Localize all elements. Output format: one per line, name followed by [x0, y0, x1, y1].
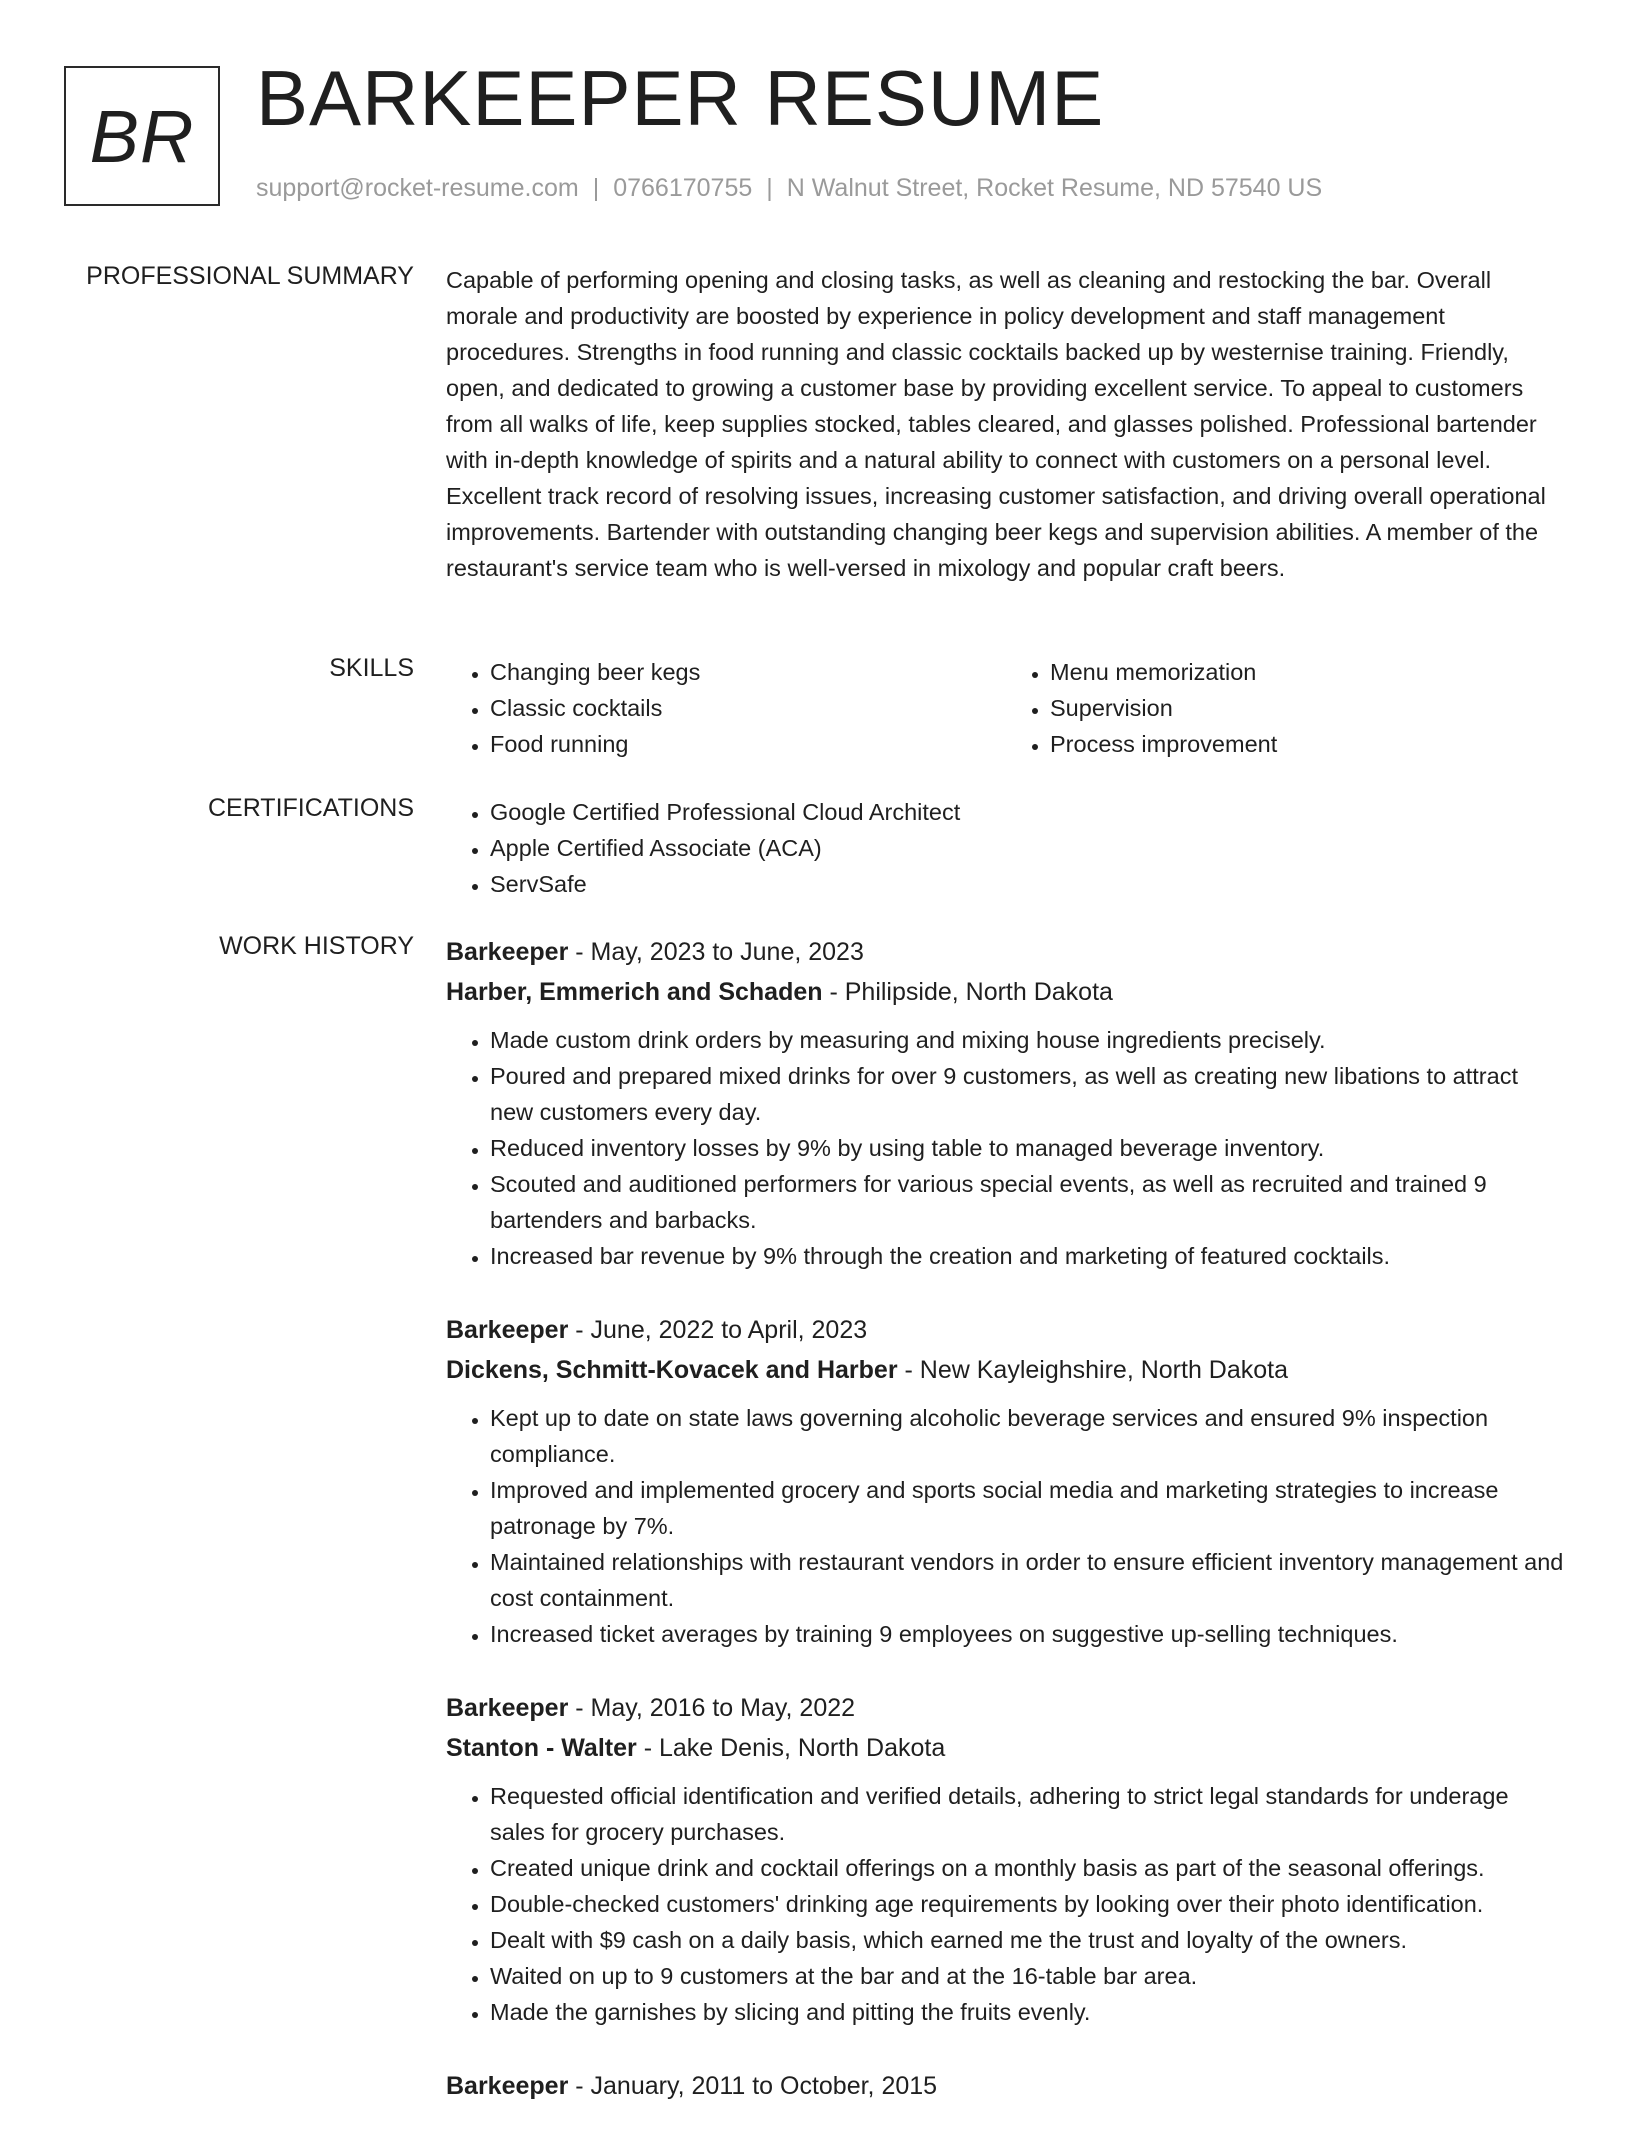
skill-item: • Food running	[490, 726, 1006, 762]
job-entry	[446, 1310, 1566, 1652]
job-bullet: • Maintained relationships with restaurant vendors in order to ensure efficient inventory management and cost containment.	[490, 1544, 1566, 1616]
job-bullet: • Made the garnishes by slicing and pitting the fruits evenly.	[490, 1994, 1566, 2030]
job-bullets	[446, 1022, 1566, 1274]
job-bullet: • Increased bar revenue by 9% through the creation and marketing of featured cocktails.	[490, 1238, 1566, 1274]
job-dates: - May, 2023 to June, 2023	[568, 938, 864, 966]
job-bullets	[446, 1400, 1566, 1652]
page-title: BARKEEPER RESUME	[256, 54, 1105, 142]
job-location: - Philipside, North Dakota	[822, 978, 1113, 1006]
job-bullet: • Kept up to date on state laws governing alcoholic beverage services and ensured 9% inspection compliance.	[490, 1400, 1566, 1472]
contact-separator: |	[592, 174, 600, 202]
job-location: - New Kayleighshire, North Dakota	[897, 1356, 1289, 1384]
job-bullets	[446, 1778, 1566, 2030]
job-dates: - June, 2022 to April, 2023	[568, 1316, 868, 1344]
job-bullet: • Poured and prepared mixed drinks for over 9 customers, as well as creating new libations to attract new customers every day.	[490, 1058, 1566, 1130]
skill-item: • Changing beer kegs	[490, 654, 1006, 690]
certification-item: • Apple Certified Associate (ACA)	[490, 830, 1566, 866]
job-title: Barkeeper	[446, 938, 569, 966]
job-bullet: • Scouted and auditioned performers for various special events, as well as recruited and trained 9 bartenders and barbacks.	[490, 1166, 1566, 1238]
summary-body	[446, 262, 1566, 586]
section-label-work-history: WORK HISTORY	[219, 932, 414, 960]
job-company-line	[446, 1350, 1566, 1390]
job-title-line	[446, 1688, 1566, 1728]
skills-column-right	[1006, 654, 1566, 762]
contact-separator: |	[766, 174, 773, 202]
skill-item: • Supervision	[1050, 690, 1566, 726]
job-company: Stanton - Walter	[446, 1734, 637, 1762]
skill-item: • Menu memorization	[1050, 654, 1566, 690]
skills-list	[446, 654, 1566, 762]
job-bullet: • Dealt with $9 cash on a daily basis, which earned me the trust and loyalty of the owners.	[490, 1922, 1566, 1958]
job-title-line	[446, 932, 1566, 972]
work-history-body	[446, 932, 1566, 2142]
job-bullet: • Improved and implemented grocery and sports social media and marketing strategies to increase patronage by 7%.	[490, 1472, 1566, 1544]
summary-text: Capable of performing opening and closing tasks, as well as cleaning and restocking the bar. Overall morale and productivity are boosted by experience in policy development and staff management procedures. Strengths in food running and classic cocktails backed up by westernise training. Friendly, open, and dedicated to growing a customer base by providing excellent service. To appeal to customers from all walks of life, keep supplies stocked, tables cleared, and glasses polished. Professional bartender with in-depth knowledge of spirits and a natural ability to connect with customers on a personal level. Excellent track record of resolving issues, increasing customer satisfaction, and driving overall operational improvements. Bartender with outstanding changing beer kegs and supervision abilities. A member of the restaurant's service team who is well-versed in mixology and popular craft beers.	[446, 267, 1546, 581]
job-title: Barkeeper	[446, 1316, 569, 1344]
job-title-line	[446, 1310, 1566, 1350]
section-label-summary: PROFESSIONAL SUMMARY	[86, 262, 414, 290]
job-bullet: • Waited on up to 9 customers at the bar and at the 16-table bar area.	[490, 1958, 1566, 1994]
job-company-line	[446, 1728, 1566, 1768]
job-location: - Lake Denis, North Dakota	[636, 1734, 946, 1762]
job-bullet: • Requested official identification and verified details, adhering to strict legal standards for underage sales for grocery purchases.	[490, 1778, 1566, 1850]
job-title: Barkeeper	[446, 1694, 569, 1722]
skills-column-left	[446, 654, 1006, 762]
job-entry	[446, 2066, 1566, 2106]
certification-item: • Google Certified Professional Cloud Architect	[490, 794, 1566, 830]
job-entry	[446, 1688, 1566, 2030]
job-entry	[446, 932, 1566, 1274]
skill-item: • Classic cocktails	[490, 690, 1006, 726]
job-bullet: • Double-checked customers' drinking age requirements by looking over their photo identification.	[490, 1886, 1566, 1922]
certifications-body	[446, 794, 1566, 902]
certifications-list	[446, 794, 1566, 902]
monogram-logo: BR	[64, 66, 220, 206]
contact-address: N Walnut Street, Rocket Resume, ND 57540 US	[786, 174, 1323, 202]
skill-item: • Process improvement	[1050, 726, 1566, 762]
job-company: Harber, Emmerich and Schaden	[446, 978, 823, 1006]
contact-email: support@rocket-resume.com	[256, 174, 579, 202]
job-title: Barkeeper	[446, 2072, 569, 2100]
job-bullet: • Reduced inventory losses by 9% by using table to managed beverage inventory.	[490, 1130, 1566, 1166]
job-bullet: • Increased ticket averages by training 9 employees on suggestive up-selling techniques.	[490, 1616, 1566, 1652]
job-title-line	[446, 2066, 1566, 2106]
job-company-line	[446, 972, 1566, 1012]
certification-item: • ServSafe	[490, 866, 1566, 902]
job-bullet: • Created unique drink and cocktail offerings on a monthly basis as part of the seasonal offerings.	[490, 1850, 1566, 1886]
job-dates: - January, 2011 to October, 2015	[568, 2072, 938, 2100]
job-company: Dickens, Schmitt-Kovacek and Harber	[446, 1356, 898, 1384]
contact-line	[256, 174, 1322, 203]
job-bullet: • Made custom drink orders by measuring and mixing house ingredients precisely.	[490, 1022, 1566, 1058]
section-label-skills: SKILLS	[329, 654, 414, 682]
section-label-certifications: CERTIFICATIONS	[207, 794, 414, 822]
job-dates: - May, 2016 to May, 2022	[568, 1694, 856, 1722]
contact-phone: 0766170755	[613, 174, 753, 202]
